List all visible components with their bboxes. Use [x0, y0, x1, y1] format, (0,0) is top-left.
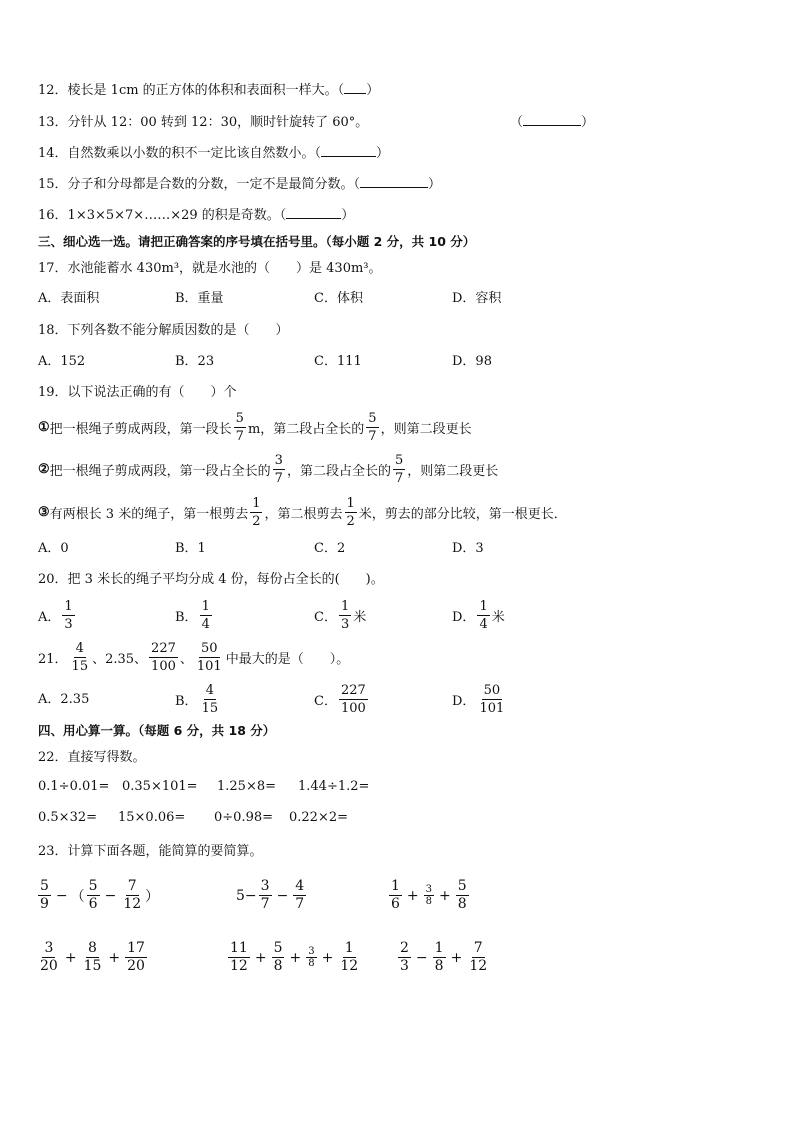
answer-blank[interactable] [286, 206, 341, 219]
q18-option-c[interactable]: C．111 [314, 354, 362, 369]
q19-statement-3: ③ 有两根长 3 米的绳子，第一根剪去 $\frac{1}{2}$ ，第二根剪去 $\frac{1}{2}$ 米，剪去的部分比较，第一根更长． [38, 496, 567, 529]
q21-option-c[interactable]: C． $\frac{227}{100}$ [314, 683, 366, 716]
fraction: $\frac{1}{3}$ [64, 599, 73, 632]
q21-option-a[interactable]: A．2.35 [38, 692, 90, 707]
q21-option-b[interactable]: B． $\frac{4}{15}$ [175, 683, 219, 716]
q20-option-a[interactable]: A． $\frac{1}{3}$ [38, 599, 73, 632]
fraction: $\frac{5}{7}$ [368, 411, 377, 444]
fraction: $\frac{227}{100}$ [151, 641, 176, 674]
calc-item: 0÷0.98= [214, 810, 274, 825]
fraction: $\frac{1}{2}$ [252, 496, 261, 529]
question-23-stem: 23．计算下面各题，能简算的要简算。 [38, 844, 263, 859]
calc-item: 0.1÷0.01= [38, 779, 110, 794]
q20-option-d[interactable]: D． $\frac{1}{4}$ 米 [452, 599, 505, 632]
question-17-stem: 17．水池能蓄水 430m³，就是水池的（ ）是 430m³。 [38, 261, 382, 276]
fraction: $\frac{5}{7}$ [235, 411, 244, 444]
question-14: 14．自然数乘以小数的积不一定比该自然数小。（ ） [38, 146, 390, 161]
q19-statement-2: ② 把一根绳子剪成两段，第一段占全长的 $\frac{3}{7}$ ，第二段占全长的 $\frac{5}{7}$ ，则第二段更长 [38, 453, 499, 486]
fraction: $\frac{5}{7}$ [394, 453, 404, 486]
q19-statement-1: ① 把一根绳子剪成两段，第一段长 $\frac{5}{7}$ m，第二段占全长的 $\frac{5}{7}$ ，则第二段更长 [38, 411, 472, 444]
q21-option-d[interactable]: D． $\frac{50}{101}$ [452, 683, 505, 716]
q18-option-d[interactable]: D．98 [452, 354, 492, 369]
answer-blank[interactable] [523, 113, 581, 126]
fraction: $\frac{1}{3}$ [340, 599, 350, 632]
question-16: 16．1×3×5×7×……×29 的积是奇数。（ ） [38, 208, 355, 223]
q18-option-a[interactable]: A．152 [38, 354, 86, 369]
fraction: $\frac{3}{7}$ [274, 453, 283, 486]
q20-option-c[interactable]: C． $\frac{1}{3}$ 米 [314, 599, 367, 632]
question-12: 12．棱长是 1cm 的正方体的体积和表面积一样大。（ ） [38, 83, 380, 98]
q19-option-c[interactable]: C．2 [314, 541, 346, 556]
expression-1: $\frac{5}{9}$ − （ $\frac{5}{6}$ − $\frac{7}{12}$ ） [40, 878, 160, 912]
q18-option-b[interactable]: B．23 [175, 354, 215, 369]
q17-option-b[interactable]: B．重量 [175, 291, 224, 306]
expression-4: $\frac{3}{20}$ + $\frac{8}{15}$ + $\frac{17}{20}$ [40, 940, 145, 974]
question-15: 15．分子和分母都是合数的分数，一定不是最简分数。（ ） [38, 177, 442, 192]
q17-option-d[interactable]: D．容积 [452, 291, 502, 306]
fraction: $\frac{1}{4}$ [201, 599, 210, 632]
section-4-heading: 四、用心算一算。（每题 6 分，共 18 分） [38, 723, 276, 738]
q20-option-b[interactable]: B． $\frac{1}{4}$ [175, 599, 210, 632]
expression-3: $\frac{1}{6}$ + $\frac{3}{8}$ + $\frac{5}{8}$ [391, 878, 467, 912]
fraction: $\frac{4}{15}$ [71, 641, 89, 674]
question-22-stem: 22．直接写得数。 [38, 750, 146, 765]
question-18-stem: 18．下列各数不能分解质因数的是（ ） [38, 323, 289, 338]
question-19-stem: 19．以下说法正确的有（ ）个 [38, 385, 237, 400]
question-13-answer: （ ） [510, 115, 595, 130]
q17-option-a[interactable]: A．表面积 [38, 291, 100, 306]
fraction: $\frac{4}{15}$ [201, 683, 219, 716]
section-3-heading: 三、细心选一选。请把正确答案的序号填在括号里。（每小题 2 分，共 10 分） [38, 234, 476, 249]
fraction: $\frac{50}{101}$ [196, 641, 222, 674]
fraction: $\frac{227}{100}$ [340, 683, 366, 716]
question-21-stem: 21． $\frac{4}{15}$ 、2.35、 $\frac{227}{100}$ 、 $\frac{50}{101}$ 中最大的是（ ）。 [38, 641, 350, 674]
calc-item: 0.22×2= [289, 810, 349, 825]
expression-6: $\frac{2}{3}$ − $\frac{1}{8}$ + $\frac{7}{12}$ [400, 940, 488, 974]
calc-item: 15×0.06= [118, 810, 186, 825]
fraction: $\frac{1}{2}$ [346, 496, 355, 529]
calc-item: 1.44÷1.2= [298, 779, 370, 794]
calc-item: 0.5×32= [38, 810, 98, 825]
answer-blank[interactable] [344, 81, 366, 94]
calc-item: 0.35×101= [122, 779, 198, 794]
answer-blank[interactable] [321, 144, 376, 157]
q17-option-c[interactable]: C．体积 [314, 291, 363, 306]
answer-blank[interactable] [360, 175, 428, 188]
expression-5: $\frac{11}{12}$ + $\frac{5}{8}$ + $\frac{3}{8}$ + $\frac{1}{12}$ [230, 940, 359, 974]
fraction: $\frac{50}{101}$ [479, 683, 505, 716]
question-13: 13．分针从 12：00 转到 12：30，顺时针旋转了 60°。 [38, 115, 369, 130]
q19-option-d[interactable]: D．3 [452, 541, 484, 556]
calc-item: 1.25×8= [217, 779, 277, 794]
expression-2: 5− $\frac{3}{7}$ − $\frac{4}{7}$ [236, 878, 305, 912]
fraction: $\frac{1}{4}$ [479, 599, 488, 632]
q19-option-a[interactable]: A．0 [38, 541, 69, 556]
q19-option-b[interactable]: B．1 [175, 541, 206, 556]
question-20-stem: 20．把 3 米长的绳子平均分成 4 份，每份占全长的( )。 [38, 572, 384, 587]
